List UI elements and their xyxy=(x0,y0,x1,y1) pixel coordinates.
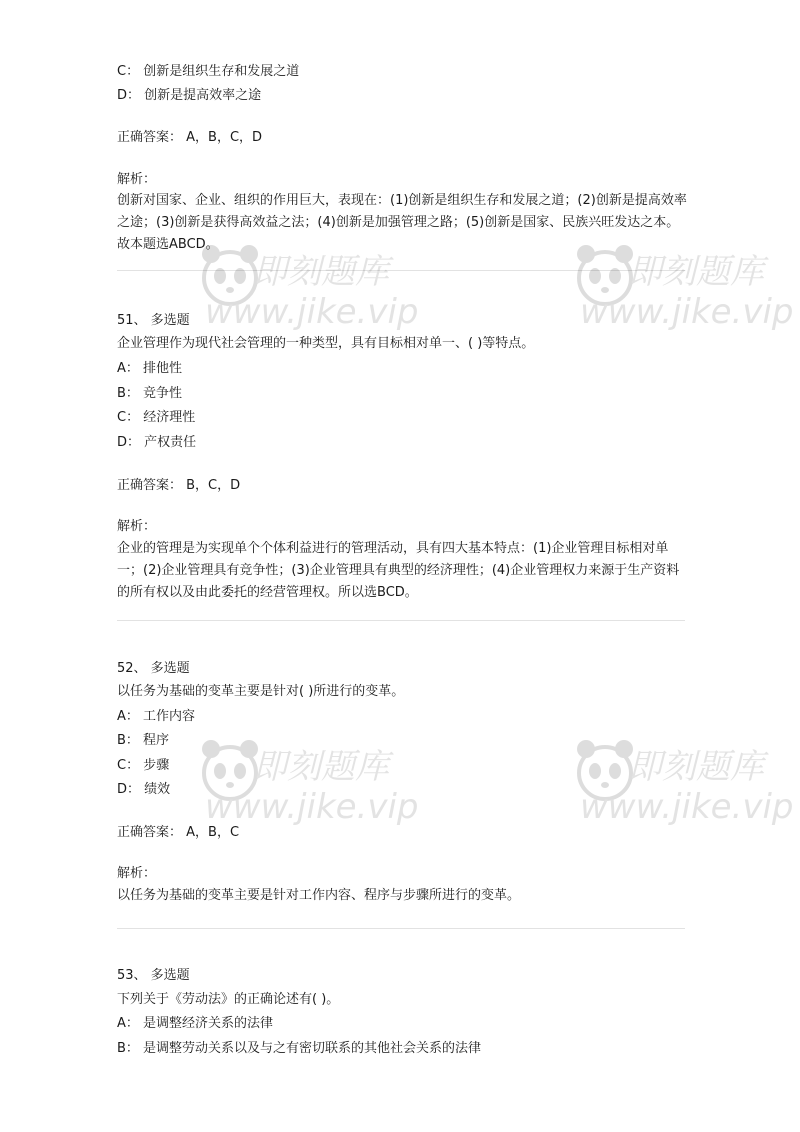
q50-option-d: D： 创新是提高效率之途 xyxy=(117,88,262,103)
q52-stem: 以任务为基础的变革主要是针对( )所进行的变革。 xyxy=(117,684,405,699)
watermark-url: www.jike.vip xyxy=(205,787,419,827)
watermark-brand: 即刻题库 xyxy=(628,252,764,292)
q53-option-b: B： 是调整劳动关系以及与之有密切联系的其他社会关系的法律 xyxy=(117,1041,482,1056)
divider xyxy=(117,928,685,929)
watermark-brand: 即刻题库 xyxy=(253,747,389,787)
watermark-url: www.jike.vip xyxy=(580,787,794,827)
q52-option-b: B： 程序 xyxy=(117,733,170,748)
q52-option-a: A： 工作内容 xyxy=(117,709,196,724)
q51-option-c: C： 经济理性 xyxy=(117,410,196,425)
q52-analysis-label: 解析： xyxy=(117,866,157,881)
q52-answer: 正确答案： A，B，C xyxy=(117,825,240,840)
watermark xyxy=(570,745,794,855)
watermark-url: www.jike.vip xyxy=(580,292,794,332)
q51-analysis: 企业的管理是为实现单个个体利益进行的管理活动，具有四大基本特点：(1)企业管理目标相对单一；(2)企业管理具有竞争性；(3)企业管理具有典型的经济理性；(4)企业管理权力来源于生产资料的所有权以及由此委托的经营管理权。所以选BCD。 xyxy=(117,541,680,600)
q53-header: 53、 多选题 xyxy=(117,968,190,983)
watermark xyxy=(570,250,794,360)
q51-option-d: D： 产权责任 xyxy=(117,435,197,450)
watermark-url: www.jike.vip xyxy=(205,292,419,332)
q51-option-b: B： 竞争性 xyxy=(117,386,183,401)
panda-logo-icon xyxy=(570,735,640,805)
q51-analysis-label: 解析： xyxy=(117,519,157,534)
divider xyxy=(117,270,685,271)
watermark-brand: 即刻题库 xyxy=(253,252,389,292)
divider xyxy=(117,620,685,621)
q52-option-d: D： 绩效 xyxy=(117,782,171,797)
q50-option-c: C： 创新是组织生存和发展之道 xyxy=(117,64,300,79)
q51-header: 51、 多选题 xyxy=(117,313,190,328)
q53-stem: 下列关于《劳动法》的正确论述有( )。 xyxy=(117,992,340,1007)
q53-option-a: A： 是调整经济关系的法律 xyxy=(117,1016,274,1031)
q52-option-c: C： 步骤 xyxy=(117,758,170,773)
panda-logo-icon xyxy=(195,735,265,805)
watermark-brand: 即刻题库 xyxy=(628,747,764,787)
q51-stem: 企业管理作为现代社会管理的一种类型，具有目标相对单一、( )等特点。 xyxy=(117,336,535,351)
q51-option-a: A： 排他性 xyxy=(117,361,183,376)
q52-analysis: 以任务为基础的变革主要是针对工作内容、程序与步骤所进行的变革。 xyxy=(117,888,521,903)
q50-analysis: 创新对国家、企业、组织的作用巨大，表现在：(1)创新是组织生存和发展之道；(2)创新是提高效率之途；(3)创新是获得高效益之法；(4)创新是加强管理之路；(5)创新是国家、民族兴旺发达之本。故本题选ABCD。 xyxy=(117,193,687,252)
q51-answer: 正确答案： B，C，D xyxy=(117,478,241,493)
q50-answer: 正确答案： A，B，C，D xyxy=(117,130,263,145)
q50-analysis-label: 解析： xyxy=(117,172,157,187)
q52-header: 52、 多选题 xyxy=(117,661,190,676)
